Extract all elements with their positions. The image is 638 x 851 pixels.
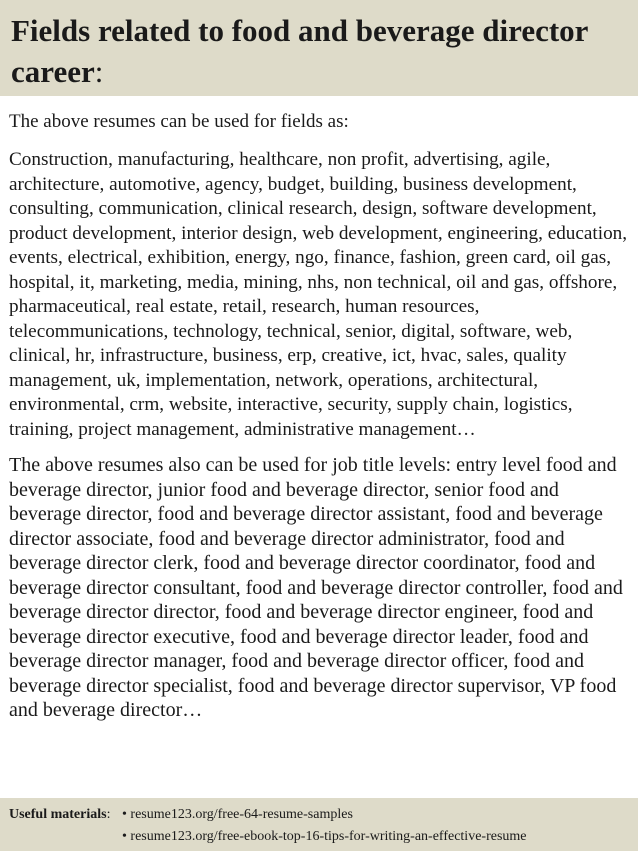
useful-materials-label-colon: :: [106, 807, 111, 822]
useful-materials-band: [0, 798, 638, 851]
title-band: [0, 0, 638, 96]
intro-text: The above resumes can be used for fields as:: [9, 111, 349, 132]
page-title-colon: :: [94, 54, 104, 89]
useful-materials-label-text: Useful materials: [9, 807, 107, 822]
resume-samples-link[interactable]: • resume123.org/free-64-resume-samples: [122, 807, 353, 822]
useful-materials-label: [9, 804, 122, 826]
resume-ebook-link[interactable]: • resume123.org/free-ebook-top-16-tips-for-writing-an-effective-resume: [122, 829, 527, 844]
job-levels-paragraph: The above resumes also can be used for job title levels: entry level food and beverage director, junior food and beverage director, senior food and beverage director, food and beverage director assistant, food and beverage director associate, food and beverage director administrator, food and beverage director clerk, food and beverage director coordinator, food and beverage director consultant, food and beverage director controller, food and beverage director director, food and beverage director engineer, food and beverage director executive, food and beverage director leader, food and beverage director manager, food and beverage director officer, food and beverage director specialist, food and beverage director supervisor, VP food and beverage director…: [9, 454, 623, 721]
useful-materials-row-2: [9, 826, 629, 848]
page-title: [11, 10, 628, 92]
main-content: [0, 96, 638, 723]
footer-indent: [9, 826, 122, 848]
useful-materials-row-1: [9, 804, 629, 826]
page-title-text: Fields related to food and beverage director career: [11, 13, 588, 89]
fields-paragraph: Construction, manufacturing, healthcare, non profit, advertising, agile, architecture, automotive, agency, budget, building, business development, consulting, communication, clinical research, design, software development, product development, interior design, web development, engineering, education, events, electrical, exhibition, energy, ngo, finance, fashion, green card, oil gas, hospital, it, marketing, media, mining, nhs, non technical, oil and gas, offshore, pharmaceutical, real estate, retail, research, human resources, telecommunications, technology, technical, senior, digital, software, web, clinical, hr, infrastructure, business, erp, creative, ict, hvac, sales, quality management, uk, implementation, network, operations, architectural, environmental, crm, website, interactive, security, supply chain, logistics, training, project management, administrative management…: [9, 149, 628, 440]
